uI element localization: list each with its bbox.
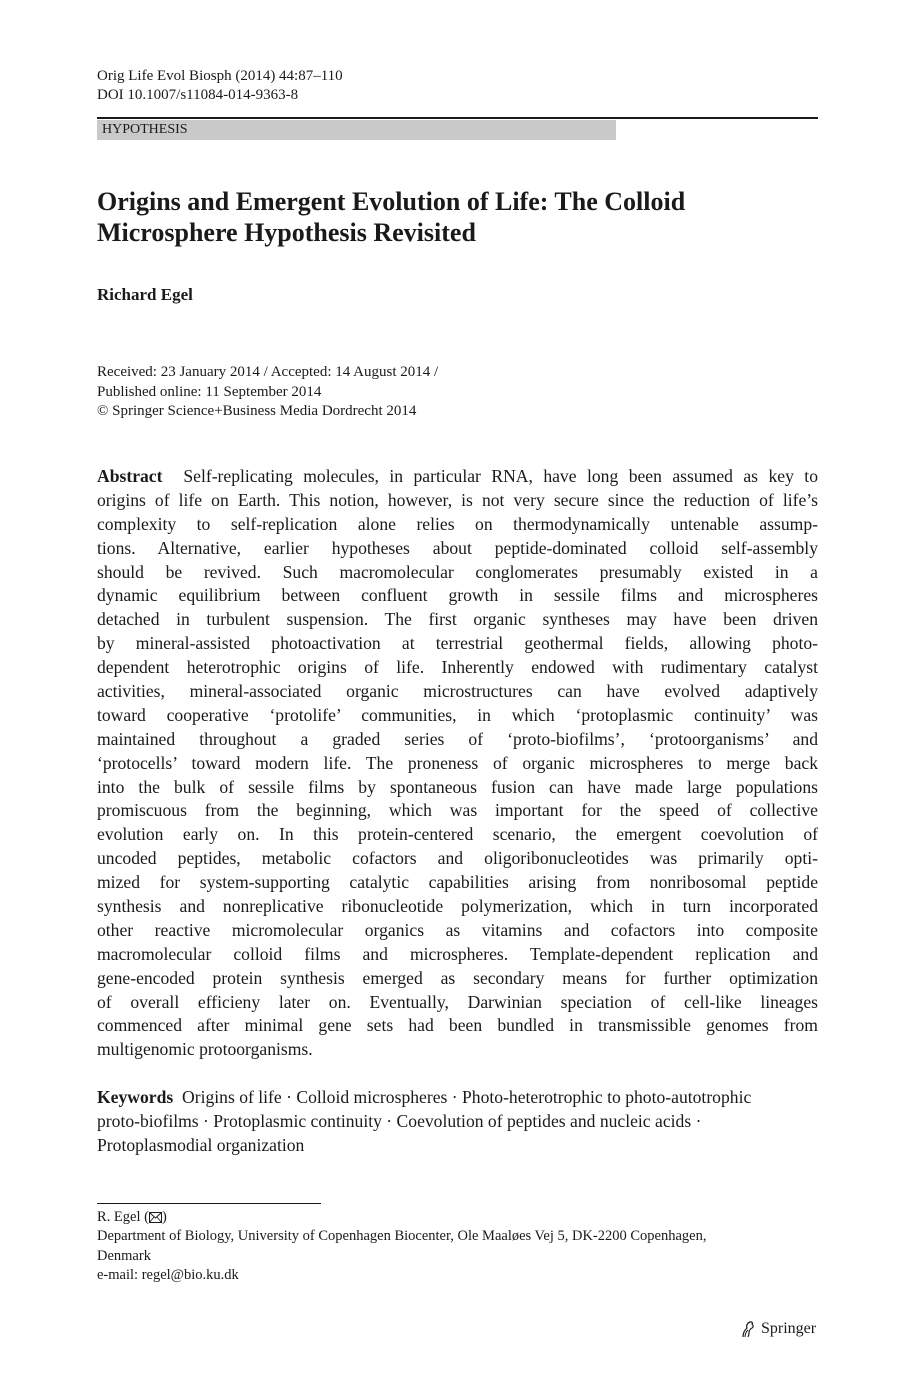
abstract-line: commenced after minimal gene sets had been bundled in transmissible genomes from <box>97 1015 818 1036</box>
journal-citation: Orig Life Evol Biosph (2014) 44:87–110 <box>97 68 343 84</box>
affiliation-line: Department of Biology, University of Copenhagen Biocenter, Ole Maaløes Vej 5, DK-2200 Copenhagen, <box>97 1228 707 1245</box>
abstract-line: ‘protocells’ toward modern life. The proneness of organic microspheres to merge back <box>97 752 818 773</box>
title-line: Microsphere Hypothesis Revisited <box>97 218 476 247</box>
affiliation-line: Denmark <box>97 1247 151 1264</box>
abstract-line: Abstract Self-replicating molecules, in particular RNA, have long been assumed as key to <box>97 466 818 486</box>
abstract-line: mized for system-supporting catalytic capabilities arising from nonribosomal peptide <box>97 872 818 893</box>
abstract-line: macromolecular colloid films and microspheres. Template-dependent replication and <box>97 943 818 964</box>
abstract-line: gene-encoded protein synthesis emerged as secondary means for further optimization <box>97 967 818 988</box>
abstract-label: Abstract <box>97 466 163 486</box>
abstract-line: by mineral-assisted photoactivation at terrestrial geothermal fields, allowing photo- <box>97 633 818 654</box>
abstract-line: multigenomic protoorganisms. <box>97 1039 313 1060</box>
keywords-label: Keywords <box>97 1087 174 1107</box>
doi[interactable]: DOI 10.1007/s11084-014-9363-8 <box>97 87 299 103</box>
springer-horse-icon <box>737 1319 757 1339</box>
abstract-line: tions. Alternative, earlier hypotheses about peptide-dominated colloid self-assembly <box>97 537 818 558</box>
keywords <box>97 1085 818 1157</box>
abstract-line: toward cooperative ‘protolife’ communities, in which ‘protoplasmic continuity’ was <box>97 704 818 725</box>
publisher-logo <box>737 1319 816 1339</box>
abstract-line: synthesis and nonreplicative ribonucleotide polymerization, which in turn incorporated <box>97 896 818 917</box>
abstract-line: complexity to self-replication alone relies on thermodynamically untenable assump- <box>97 513 818 534</box>
article-title <box>97 186 818 248</box>
abstract-line: evolution early on. In this protein-centered scenario, the emergent coevolution of <box>97 824 818 845</box>
abstract-line: uncoded peptides, metabolic cofactors and oligoribonucleotides was primarily opti- <box>97 848 818 869</box>
article-category-bar <box>97 120 616 140</box>
copyright: © Springer Science+Business Media Dordrecht 2014 <box>97 403 417 419</box>
corresponding-author: R. Egel ( ) <box>97 1209 167 1225</box>
abstract-line: other reactive micromolecular organics as vitamins and cofactors into composite <box>97 919 818 940</box>
abstract-line: detached in turbulent suspension. The first organic syntheses may have been driven <box>97 609 818 630</box>
published-online: Published online: 11 September 2014 <box>97 383 322 400</box>
abstract-line: should be revived. Such macromolecular conglomerates presumably existed in a <box>97 561 818 582</box>
abstract-line: of overall efficieny later on. Eventually, Darwinian speciation of cell-like lineages <box>97 991 818 1012</box>
keywords-line: Protoplasmodial organization <box>97 1135 305 1155</box>
keywords-line: proto-biofilms · Protoplasmic continuity · Coevolution of peptides and nucleic acids · <box>97 1111 702 1131</box>
keywords-line: Keywords Origins of life · Colloid microspheres · Photo-heterotrophic to photo-autotrophic <box>97 1087 752 1107</box>
abstract-line: origins of life on Earth. This notion, however, is not very secure since the reduction of life’s <box>97 489 818 510</box>
header-rule <box>97 117 818 119</box>
author-footnote <box>97 1208 707 1285</box>
author-email[interactable]: e-mail: regel@bio.ku.dk <box>97 1266 239 1283</box>
envelope-icon <box>149 1212 162 1223</box>
abstract <box>97 465 818 1062</box>
publisher-name: Springer <box>761 1320 817 1337</box>
abstract-line: promiscuous from the beginning, which was important for the speed of collective <box>97 800 818 821</box>
abstract-line: dynamic equilibrium between confluent growth in sessile films and microspheres <box>97 585 818 606</box>
abstract-line: maintained throughout a graded series of ‘proto-biofilms’, ‘protoorganisms’ and <box>97 728 818 749</box>
received-accepted: Received: 23 January 2014 / Accepted: 14 August 2014 / <box>97 364 439 380</box>
abstract-line: activities, mineral-associated organic microstructures can have evolved adaptively <box>97 681 818 702</box>
abstract-line: into the bulk of sessile films by spontaneous fusion can have made large populations <box>97 776 818 797</box>
footnote-rule <box>97 1203 321 1204</box>
abstract-line: dependent heterotrophic origins of life. Inherently endowed with rudimentary catalyst <box>97 657 818 678</box>
publication-dates <box>97 363 438 422</box>
article-category: HYPOTHESIS <box>102 122 188 137</box>
author-name[interactable]: Richard Egel <box>97 285 193 304</box>
title-line: Origins and Emergent Evolution of Life: The Colloid <box>97 187 686 216</box>
